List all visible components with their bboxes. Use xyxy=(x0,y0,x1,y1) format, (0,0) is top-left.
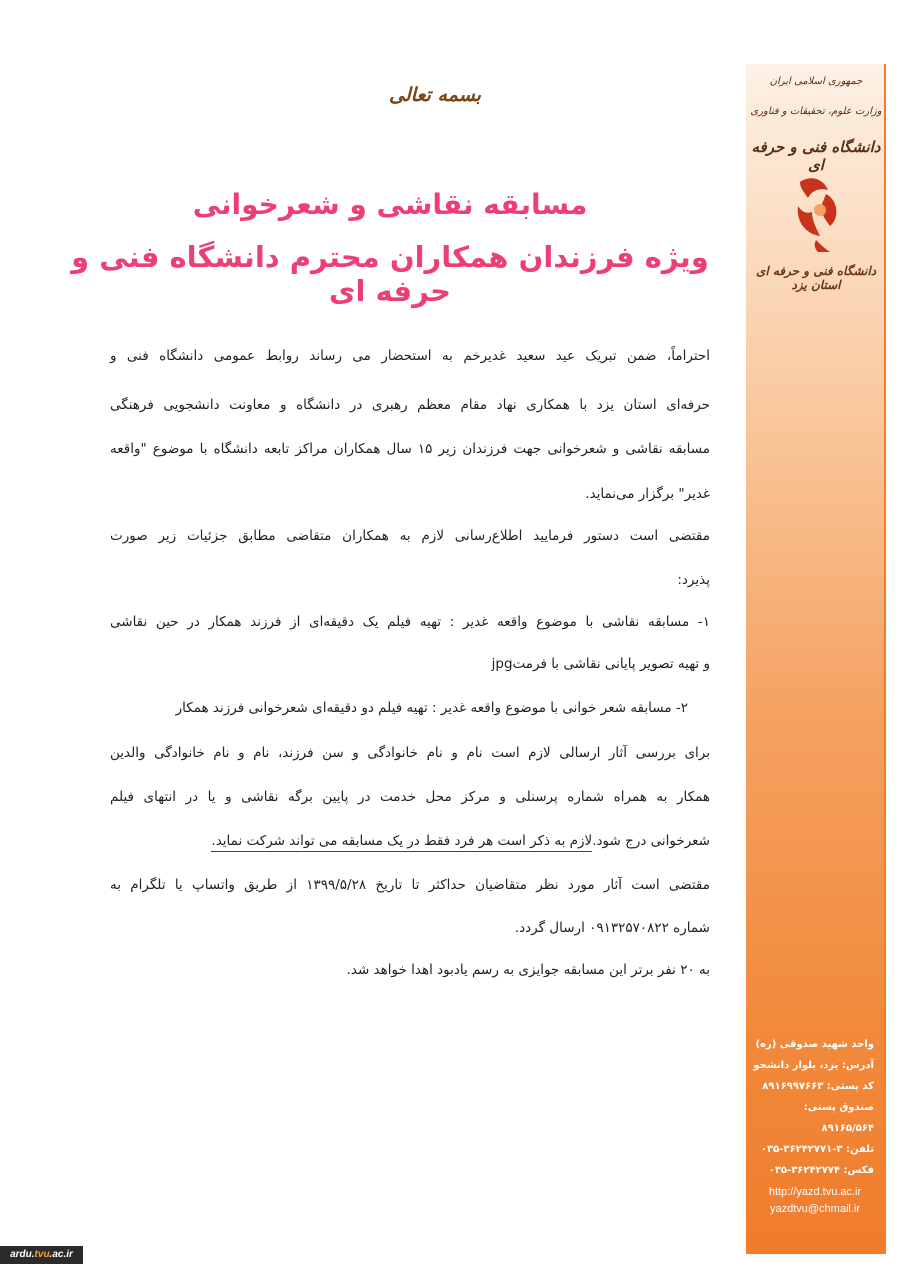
source-watermark xyxy=(0,1246,83,1264)
watermark-prefix: ardu. xyxy=(10,1249,35,1260)
paragraph-line: غدیر" برگزار می‌نماید. xyxy=(585,486,710,502)
list-item-2-line: همکار به همراه شماره پرسنلی و مرکز محل خدمت در پایین برگه نقاشی و یا در انتهای فیلم xyxy=(110,789,710,805)
list-item-2-line: ۲- مسابقه شعر خوانی با موضوع واقعه غدیر : تهیه فیلم دو دقیقه‌ای شعرخوانی فرزند همکار xyxy=(175,700,688,716)
participation-note: لازم به ذکر است هر فرد فقط در یک مسابقه می تواند شرکت نماید. xyxy=(211,833,592,852)
list-item-2-text: شعرخوانی درج شود. xyxy=(592,833,710,849)
republic-label: جمهوری اسلامی ایران xyxy=(769,76,863,87)
ministry-label: وزارت علوم، تحقیقات و فناوری xyxy=(750,106,882,117)
letterhead-sidebar xyxy=(746,64,886,1254)
paragraph-line: احتراماً، ضمن تبریک عید سعید غدیرخم به استحضار می رساند روابط عمومی دانشگاه فنی و xyxy=(110,348,710,364)
list-item-2-line xyxy=(110,833,710,849)
list-item-1-line: ۱- مسابقه نقاشی با موضوع واقعه غدیر : تهیه فیلم یک دقیقه‌ای از فرزند همکار در حین نقاشی xyxy=(110,614,710,630)
address-text: آدرس: یزد، بلوار دانشجو xyxy=(753,1060,874,1071)
paragraph-line: مقتضی است دستور فرمایید اطلاع‌رسانی لازم به همکاران متقاضی مطابق جزئیات زیر صورت xyxy=(110,528,710,544)
paragraph-line: مسابقه نقاشی و شعرخوانی جهت فرزندان زیر ۱۵ سال همکاران مراکز تابعه دانشگاه با موضوع "واقعه xyxy=(110,441,710,457)
web-contact xyxy=(752,1184,878,1218)
bismillah-heading: بسمه تعالی xyxy=(389,84,481,106)
watermark-suffix: .ac.ir xyxy=(49,1249,73,1260)
paragraph-line: حرفه‌ای استان یزد با همکاری نهاد مقام معظم رهبری در دانشگاه و معاونت دانشجویی فرهنگی xyxy=(110,397,710,413)
university-label: دانشگاه فنی و حرفه ای xyxy=(751,138,881,174)
paragraph-line: به ۲۰ نفر برتر این مسابقه جوایزی به رسم یادبود اهدا خواهد شد. xyxy=(346,962,710,978)
unit-name: واحد شهید صدوقی (ره) xyxy=(755,1039,874,1050)
postal-code-text: کد پستی: ۸۹۱۶۹۹۷۶۶۳ xyxy=(762,1081,874,1092)
sidebar-edge-line xyxy=(884,64,886,1254)
po-box-text: صندوق پستی: ۸۹۱۶۵/۵۶۴ xyxy=(803,1102,874,1134)
paragraph-line: شماره ۰۹۱۳۲۵۷۰۸۲۲ ارسال گردد. xyxy=(514,920,710,936)
logo-caption: دانشگاه فنی و حرفه ای استان یزد xyxy=(755,264,877,292)
email-link[interactable]: yazdtvu@chmail.ir xyxy=(769,1203,861,1215)
page-title: مسابقه نقاشی و شعرخوانی xyxy=(192,188,588,221)
phone-text: تلفن: ۳-۳۶۲۴۲۷۷۱-۰۳۵ xyxy=(760,1144,874,1155)
list-item-1-line: و تهیه تصویر پایانی نقاشی با فرمتjpg xyxy=(491,656,710,672)
university-logo-icon xyxy=(790,174,846,254)
fax-text: فکس: ۳۶۲۴۲۷۷۴-۰۳۵ xyxy=(768,1165,874,1176)
paragraph-line: مقتضی است آثار مورد نظر متقاضیان حداکثر تا تاریخ ۱۳۹۹/۵/۲۸ از طریق واتساپ یا تلگرام به xyxy=(110,877,710,893)
list-item-2-line: برای بررسی آثار ارسالی لازم است نام و نام خانوادگی و سن فرزند، نام و نام خانوادگی والدین xyxy=(110,745,710,761)
website-link[interactable]: http://yazd.tvu.ac.ir xyxy=(768,1186,862,1198)
paragraph-line: پذیرد: xyxy=(677,572,710,588)
contact-info xyxy=(752,1034,874,1181)
watermark-accent: tvu xyxy=(34,1249,50,1260)
page-subtitle: ویژه فرزندان همکاران محترم دانشگاه فنی و حرفه ای xyxy=(71,240,709,308)
